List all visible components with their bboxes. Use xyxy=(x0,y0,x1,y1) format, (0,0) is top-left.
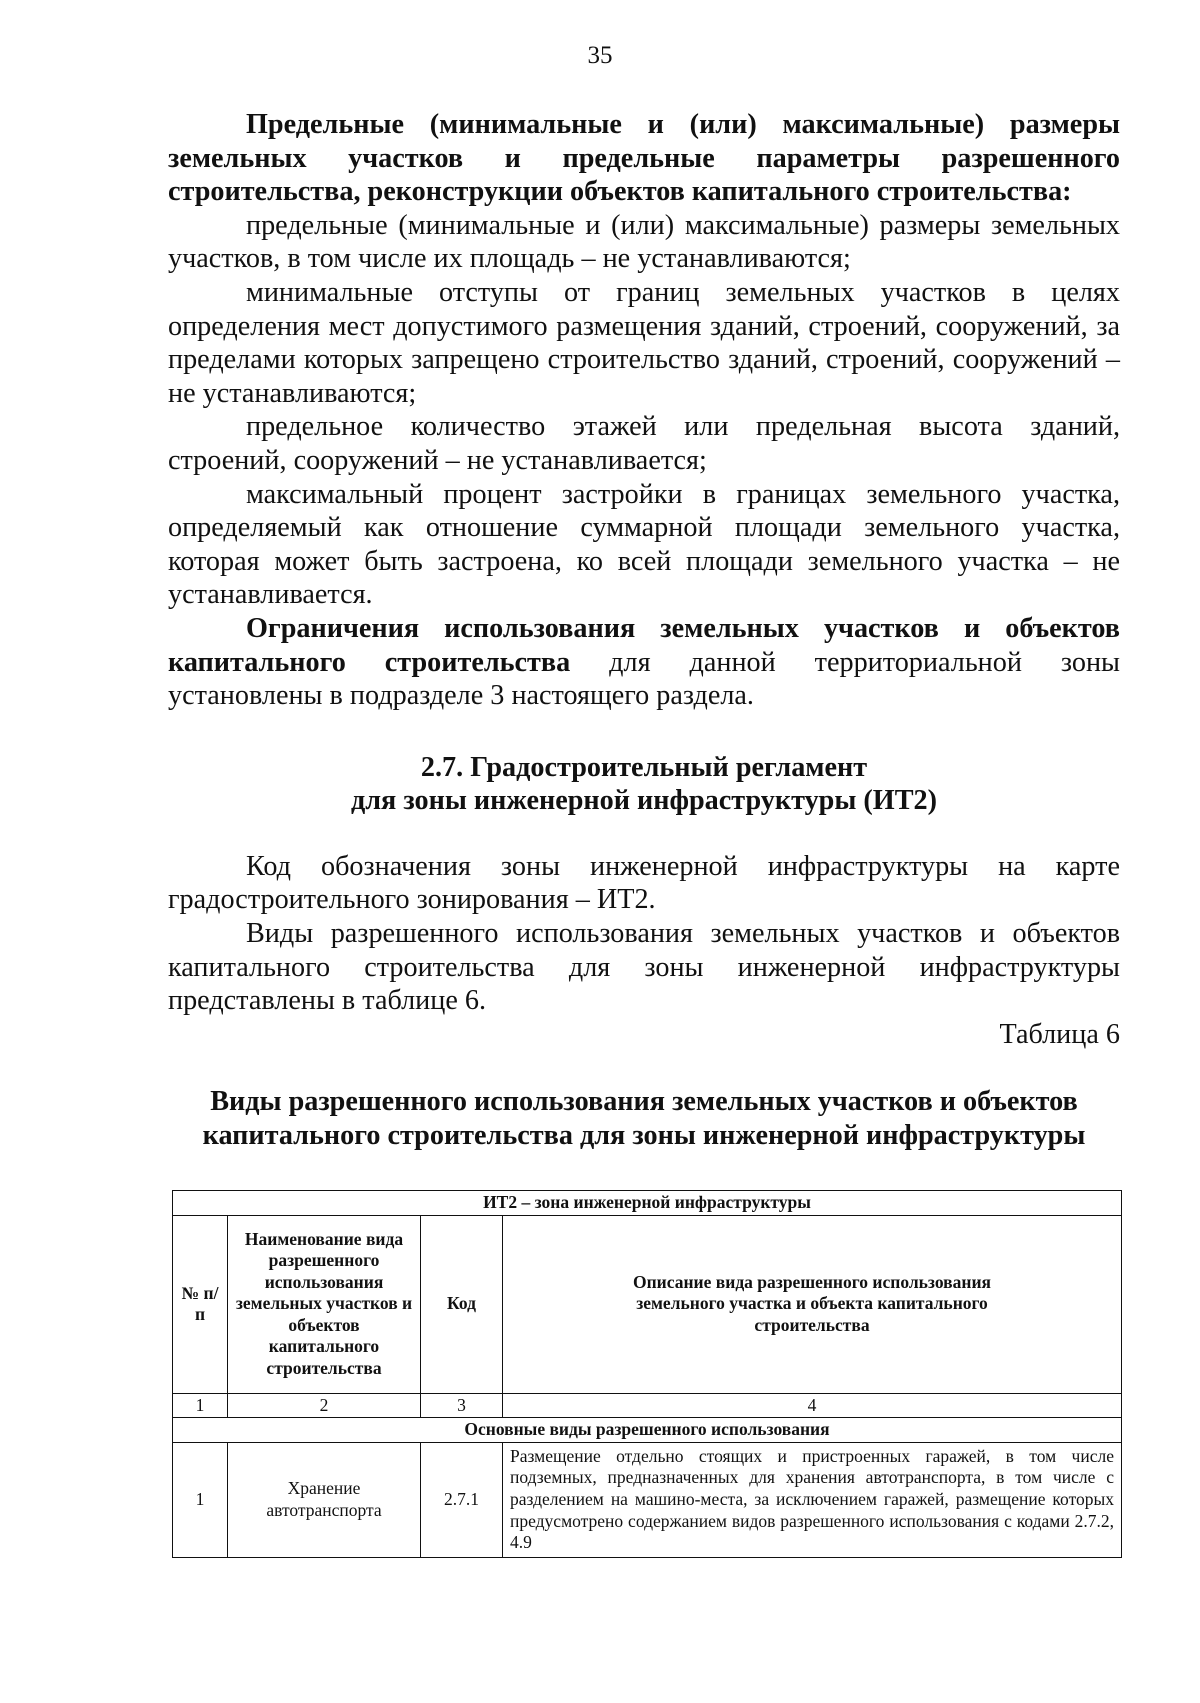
usage-types-paragraph: Виды разрешенного использования земельных участков и объектов капитального строительства для зоны инженерной инфраструктуры представлены в таблице 6. xyxy=(168,918,1120,1017)
restrictions-paragraph xyxy=(168,612,1120,713)
usage-types-table xyxy=(172,1190,1122,1558)
parameter-item: предельное количество этажей или предельная высота зданий, строений, сооружений – не устанавливается; xyxy=(168,411,1120,476)
row-code: 2.7.1 xyxy=(421,1442,503,1557)
col-header-description: Описание вида разрешенного использования земельного участка и объекта капитального строительства xyxy=(503,1215,1122,1393)
zone-code-paragraph: Код обозначения зоны инженерной инфраструктуры на карте градостроительного зонирования – ИТ2. xyxy=(168,850,1120,916)
table-title-line1: Виды разрешенного использования земельных участков и объектов xyxy=(210,1086,1078,1118)
col-header-number: № п/п xyxy=(173,1215,228,1393)
zone-header: ИТ2 – зона инженерной инфраструктуры xyxy=(173,1191,1122,1216)
table-row xyxy=(173,1442,1122,1557)
col-number-2: 2 xyxy=(228,1393,421,1418)
col-number-3: 3 xyxy=(421,1393,503,1418)
col-number-4: 4 xyxy=(503,1393,1122,1418)
col-number-1: 1 xyxy=(173,1393,228,1418)
parameters-heading: Предельные (минимальные и (или) максимальные) размеры земельных участков и предельные параметры разрешенного строительства, реконструкции объектов капитального строительства: xyxy=(168,109,1120,208)
parameter-item: предельные (минимальные и (или) максимальные) размеры земельных участков, в том числе их площадь – не устанавливаются; xyxy=(168,209,1120,275)
row-name: Хранение автотранспорта xyxy=(228,1442,421,1557)
section-title-line1: 2.7. Градостроительный регламент xyxy=(420,751,868,783)
page-number: 35 xyxy=(587,42,613,69)
restrictions-bold: Ограничения использования земельных участков и объектов капитального строительства xyxy=(168,612,1120,678)
table-label: Таблица 6 xyxy=(999,1018,1120,1050)
col-header-name: Наименование вида разрешенного использования земельных участков и объектов капитального строительства xyxy=(228,1215,421,1393)
parameter-item: максимальный процент застройки в границах земельного участка, определяемый как отношение суммарной площади земельного участка, которая может быть застроена, ко всей площади земельного участка – не устанавливается. xyxy=(168,478,1120,611)
row-number: 1 xyxy=(173,1442,228,1557)
group-header: Основные виды разрешенного использования xyxy=(173,1418,1122,1443)
document-body xyxy=(168,108,1120,1153)
parameter-item: минимальные отступы от границ земельных участков в целях определения мест допустимого размещения зданий, строений, сооружений, за пределами которых запрещено строительство зданий, строений, сооружений – не устанавливаются; xyxy=(168,276,1120,409)
col-header-code: Код xyxy=(421,1215,503,1393)
table-title-line2: капитального строительства для зоны инженерной инфраструктуры xyxy=(202,1120,1086,1152)
restrictions-rest: для данной территориальной зоны установлены в подразделе 3 настоящего раздела. xyxy=(168,646,1120,712)
section-title-line2: для зоны инженерной инфраструктуры (ИТ2) xyxy=(350,785,938,817)
row-description: Размещение отдельно стоящих и пристроенных гаражей, в том числе подземных, предназначенных для хранения автотранспорта, в том числе с разделением на машино-места, за исключением гаражей, размещение которых предусмотрено содержанием видов разрешенного использования с кодами 2.7.2, 4.9 xyxy=(503,1442,1122,1557)
